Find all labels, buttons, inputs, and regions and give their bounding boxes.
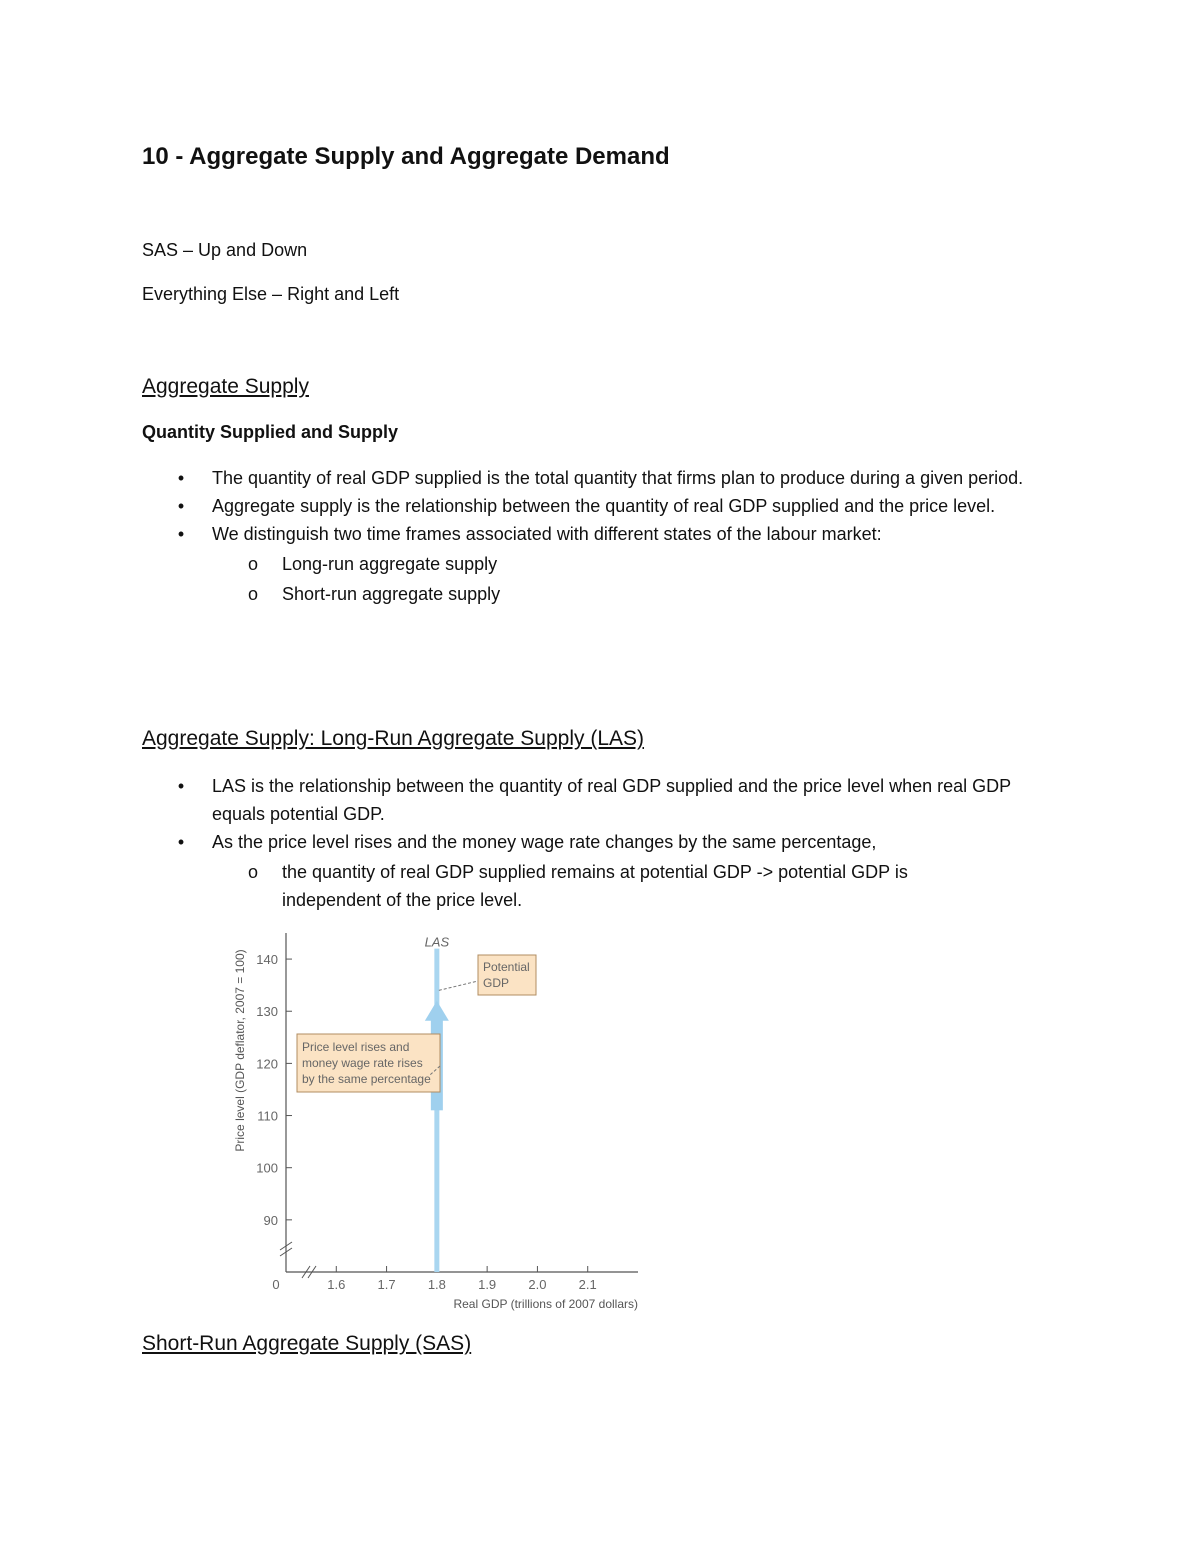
y-axis-label: Price level (GDP deflator, 2007 = 100) <box>233 949 247 1152</box>
page-title: 10 - Aggregate Supply and Aggregate Demand <box>142 143 670 170</box>
potential-gdp-callout-text: GDP <box>483 976 510 990</box>
price-rise-arrow-head <box>425 1001 449 1021</box>
list-item <box>172 464 1052 492</box>
list-item <box>172 492 1052 520</box>
x-tick-label: 2.0 <box>528 1277 547 1292</box>
sub-list-item <box>172 858 1002 914</box>
bullet-icon: • <box>177 468 185 488</box>
y-tick-label: 130 <box>256 1004 278 1020</box>
bullet-text: The quantity of real GDP supplied is the total quantity that firms plan to produce during a given period. <box>212 468 1024 488</box>
list-item <box>172 828 1052 856</box>
list-item <box>172 520 1052 548</box>
sub-bullet-icon: o <box>248 862 259 882</box>
heading-las: Aggregate Supply: Long-Run Aggregate Supply (LAS) <box>142 727 645 750</box>
list-item <box>172 772 1052 828</box>
intro-line-everything-else: Everything Else – Right and Left <box>142 284 400 304</box>
x-tick-label: 2.1 <box>578 1277 597 1292</box>
sub-bullet-text: Short-run aggregate supply <box>282 584 501 604</box>
x-tick-label: 1.9 <box>478 1277 497 1292</box>
bullet-text: We distinguish two time frames associated with different states of the labour market: <box>212 524 882 544</box>
bullet-text: As the price level rises and the money wage rate changes by the same percentage, <box>212 832 877 852</box>
intro-line-sas: SAS – Up and Down <box>142 240 308 260</box>
sub-list-item <box>172 580 1052 608</box>
price-rise-note-text: by the same percentage <box>302 1072 431 1086</box>
x-tick-label: 1.6 <box>327 1277 346 1292</box>
heading-aggregate-supply: Aggregate Supply <box>142 375 309 398</box>
sub-list-item <box>172 550 1052 578</box>
sub-bullet-icon: o <box>248 554 259 574</box>
sub-bullet-icon: o <box>248 584 259 604</box>
price-rise-note-text: Price level rises and <box>302 1040 410 1054</box>
x-axis-label: Real GDP (trillions of 2007 dollars) <box>453 1297 638 1311</box>
bullet-text: LAS is the relationship between the quantity of real GDP supplied and the price level when real GDP equals potential GDP. <box>212 776 1011 824</box>
price-rise-note-text: money wage rate rises <box>302 1056 423 1070</box>
x-tick-label: 1.7 <box>377 1277 396 1292</box>
bullet-icon: • <box>177 524 185 544</box>
las-chart <box>220 925 660 1320</box>
sub-bullet-text: the quantity of real GDP supplied remains at potential GDP -> potential GDP is independent of the price level. <box>282 862 908 910</box>
sub-bullet-text: Long-run aggregate supply <box>282 554 498 574</box>
potential-gdp-callout-text: Potential <box>483 960 530 974</box>
origin-label: 0 <box>272 1277 280 1292</box>
x-tick-label: 1.8 <box>427 1277 446 1292</box>
y-tick-label: 90 <box>263 1212 278 1228</box>
section2-bullet-list <box>172 772 1052 916</box>
heading-sas: Short-Run Aggregate Supply (SAS) <box>142 1332 472 1355</box>
y-tick-label: 140 <box>256 952 278 968</box>
section1-bullet-list <box>172 464 1052 610</box>
subheading-quantity-supplied: Quantity Supplied and Supply <box>142 422 399 442</box>
bullet-icon: • <box>177 776 185 796</box>
y-tick-label: 120 <box>256 1056 278 1072</box>
y-tick-label: 110 <box>257 1108 278 1124</box>
y-tick-label: 100 <box>256 1160 278 1176</box>
las-series-label: LAS <box>424 934 450 950</box>
potential-gdp-leader <box>439 981 478 990</box>
bullet-text: Aggregate supply is the relationship between the quantity of real GDP supplied and the price level. <box>212 496 996 516</box>
bullet-icon: • <box>177 832 185 852</box>
bullet-icon: • <box>177 496 185 516</box>
